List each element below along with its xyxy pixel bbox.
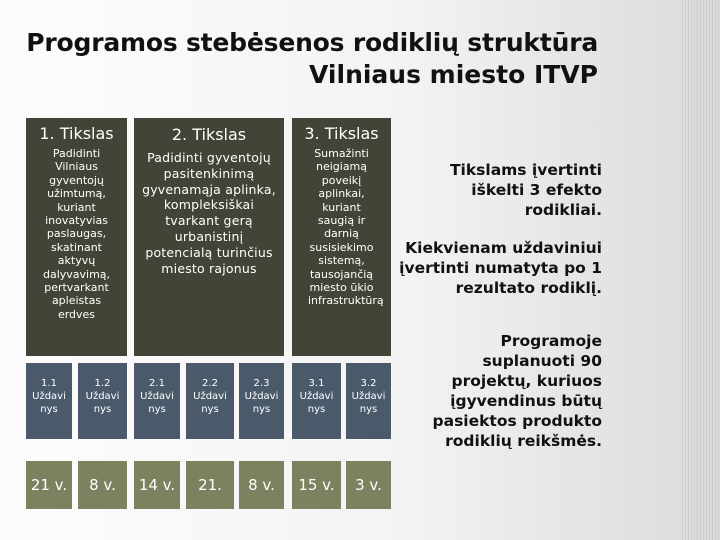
task-2-3-label: Uždavi nys (244, 391, 279, 415)
task-1-2-value: 8 v. (78, 461, 127, 509)
goal-2-text: Padidinti gyventojų pasitenkinimą gyvenamąja aplinka, kompleksiškai tvarkant gerą urbanistinį potencialą turinčius miesto rajonus (142, 150, 276, 276)
task-2-2-label: Uždavi nys (193, 391, 227, 415)
task-3-2-value: 3 v. (346, 461, 391, 509)
task-3-2-box (346, 363, 391, 439)
task-2-2-box (186, 363, 234, 439)
page-subtitle: Vilniaus miesto ITVP (309, 60, 598, 89)
decorative-edge (682, 0, 720, 540)
task-1-1-label: Uždavi nys (32, 391, 66, 415)
task-1-2-label: Uždavi nys (85, 391, 120, 415)
task-1-2-box (78, 363, 127, 439)
goal-3-text: Sumažinti neigiamą poveikį aplinkai, kuriant saugią ir darnią susisiekimo sistemą, tausojančią miesto ūkio infrastruktūrą (308, 147, 384, 308)
task-2-3-id: 2.3 (253, 378, 270, 389)
task-1-1-box (26, 363, 72, 439)
note-result-indicators: Kiekvienam uždaviniui įvertinti numatyta po 1 rezultato rodiklį. (399, 239, 602, 297)
task-2-1-value: 14 v. (134, 461, 180, 509)
task-2-3-value: 8 v. (239, 461, 284, 509)
task-1-1-value: 21 v. (26, 461, 72, 509)
note-effect-indicators: Tikslams įvertinti iškelti 3 efekto rodikliai. (449, 161, 602, 219)
goal-1-text: Padidinti Vilniaus gyventojų užimtumą, kuriant inovatyvias paslaugas, skatinant aktyvų dalyvavimą, pertvarkant apleistas erdves (42, 147, 111, 321)
note-projects: Programoje suplanuoti 90 projektų, kuriuos įgyvendinus būtų pasiektos produkto rodiklių reikšmės. (432, 332, 602, 450)
goal-2-heading: 2. Tikslas (171, 125, 247, 144)
task-2-1-box (134, 363, 180, 439)
task-2-2-value: 21. (186, 461, 234, 509)
goal-3-box (292, 118, 391, 356)
task-2-1-id: 2.1 (149, 378, 165, 389)
goal-3-heading: 3. Tikslas (304, 124, 379, 143)
task-3-2-id: 3.2 (360, 378, 377, 389)
task-3-1-value: 15 v. (292, 461, 341, 509)
task-2-3-box (239, 363, 284, 439)
goal-1-heading: 1. Tikslas (39, 124, 114, 143)
task-3-1-label: Uždavi nys (299, 391, 334, 415)
task-1-2-id: 1.2 (94, 378, 111, 389)
page-title: Programos stebėsenos rodiklių struktūra (26, 28, 598, 57)
task-3-1-id: 3.1 (308, 378, 325, 389)
task-2-1-label: Uždavi nys (140, 391, 174, 415)
goal-1-box (26, 118, 127, 356)
goal-2-box (134, 118, 284, 356)
task-1-1-id: 1.1 (41, 378, 57, 389)
task-3-2-label: Uždavi nys (351, 391, 386, 415)
task-2-2-id: 2.2 (202, 378, 218, 389)
task-3-1-box (292, 363, 341, 439)
